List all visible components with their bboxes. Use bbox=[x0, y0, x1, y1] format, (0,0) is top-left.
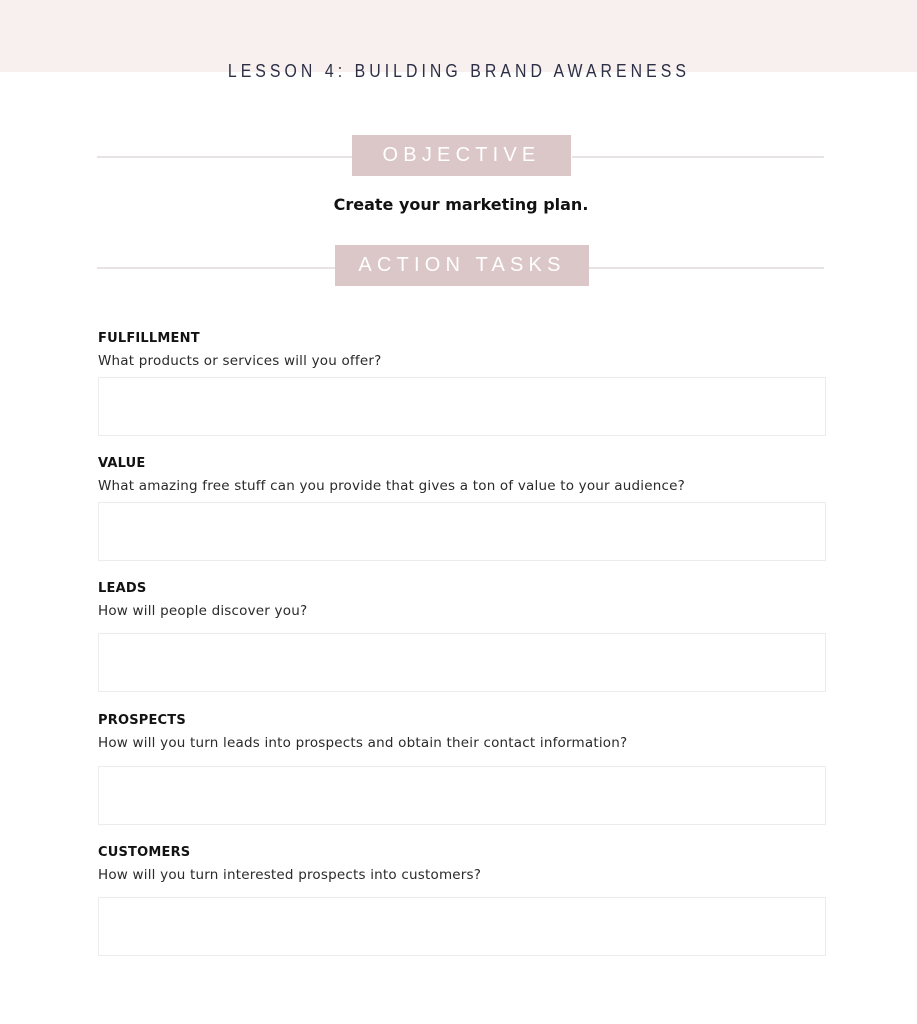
customers-answer-field[interactable] bbox=[98, 897, 826, 956]
objective-rule-left bbox=[97, 156, 352, 158]
objective-label: OBJECTIVE bbox=[352, 135, 571, 176]
value-answer-field[interactable] bbox=[98, 502, 826, 561]
action-tasks-rule-right bbox=[589, 267, 824, 269]
section-heading: PROSPECTS bbox=[98, 713, 186, 728]
action-tasks-rule-left bbox=[97, 267, 335, 269]
action-tasks-label: ACTION TASKS bbox=[335, 245, 589, 286]
lesson-title: LESSON 4: BUILDING BRAND AWARENESS bbox=[227, 61, 690, 81]
section-heading: CUSTOMERS bbox=[98, 845, 191, 860]
section-heading: FULFILLMENT bbox=[98, 331, 200, 346]
objective-text: Create your marketing plan. bbox=[333, 195, 589, 214]
section-question: How will you turn interested prospects into customers? bbox=[98, 867, 482, 883]
fulfillment-answer-field[interactable] bbox=[98, 377, 826, 436]
leads-answer-field[interactable] bbox=[98, 633, 826, 692]
objective-rule-right bbox=[572, 156, 824, 158]
section-question: What products or services will you offer? bbox=[98, 353, 382, 369]
section-question: What amazing free stuff can you provide that gives a ton of value to your audience? bbox=[98, 478, 686, 494]
section-heading: VALUE bbox=[98, 456, 146, 471]
prospects-answer-field[interactable] bbox=[98, 766, 826, 825]
section-question: How will you turn leads into prospects and obtain their contact information? bbox=[98, 735, 628, 751]
section-heading: LEADS bbox=[98, 581, 147, 596]
section-question: How will people discover you? bbox=[98, 603, 308, 619]
